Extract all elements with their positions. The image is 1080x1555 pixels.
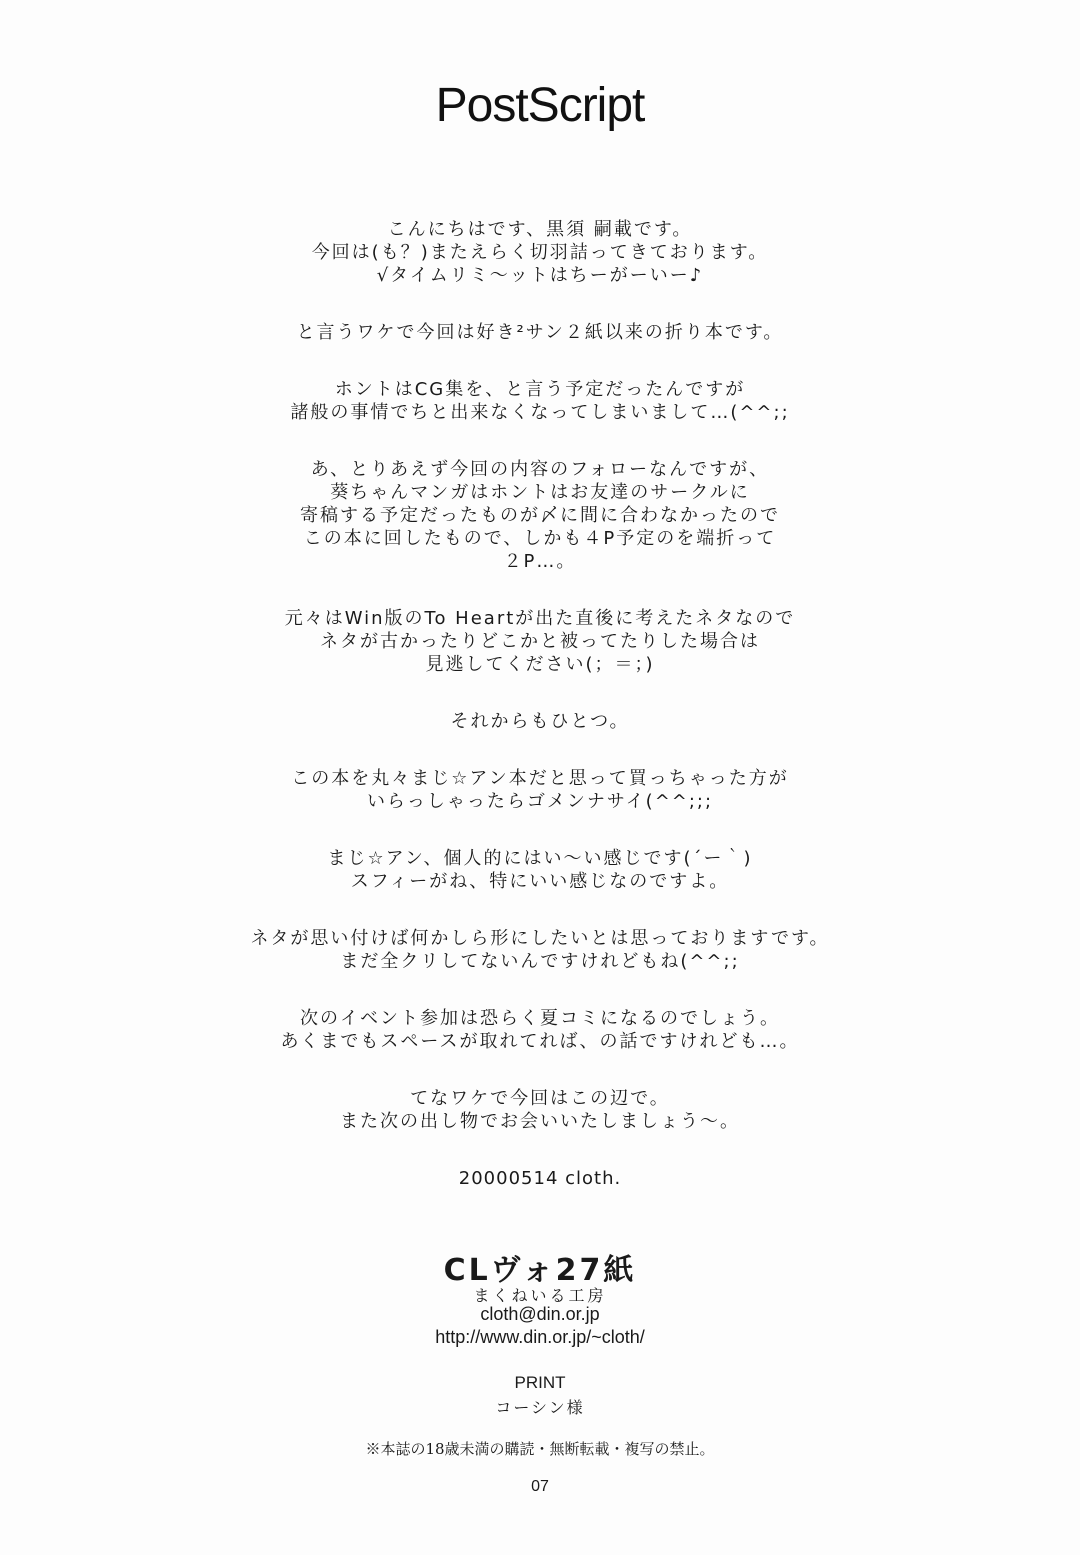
text-line: ホントはCG集を、と言う予定だったんですが — [334, 379, 746, 400]
text-line: いらっしゃったらゴメンナサイ(^^;;; — [366, 791, 714, 812]
text-line: まじ☆アン、個人的にはい～い感じです(´ー｀) — [327, 848, 753, 869]
paragraph — [0, 458, 1080, 573]
paragraph — [0, 607, 1080, 676]
paragraph — [0, 218, 1080, 287]
text-line: また次の出し物でお会いいたしましょう～。 — [340, 1111, 740, 1132]
text-line: と言うワケで今回は好き²サン２紙以来の折り本です。 — [296, 322, 784, 343]
print-label: PRINT — [514, 1373, 566, 1392]
text-line: てなワケで今回はこの辺で。 — [410, 1088, 670, 1109]
text-line: スフィーがね、特にいい感じなのですよ。 — [350, 871, 730, 892]
text-line: 今回は(も？)またえらく切羽詰ってきております。 — [311, 242, 769, 263]
text-line: 葵ちゃんマンガはホントはお友達のサークルに — [330, 482, 750, 503]
text-line: まだ全クリしてないんですけれどもね(^^;; — [340, 951, 740, 972]
postscript-body — [0, 218, 1080, 1190]
printer-name: コーシン様 — [495, 1398, 585, 1417]
age-restriction-notice: ※本誌の18歳未満の購読・無断転載・複写の禁止。 — [365, 1440, 715, 1458]
text-line: こんにちはです、黒須 嗣載です。 — [387, 219, 693, 240]
text-line: 見逃してください(；＝；) — [425, 654, 655, 675]
studio-name: まくねいる工房 — [473, 1286, 607, 1305]
text-line: この本を丸々まじ☆アン本だと思って買っちゃった方が — [291, 768, 789, 789]
text-line: 諸般の事情でちと出来なくなってしまいまして…(^^;; — [290, 402, 790, 423]
paragraph — [0, 847, 1080, 893]
text-line: 次のイベント参加は恐らく夏コミになるのでしょう。 — [300, 1008, 780, 1029]
text-line: 寄稿する予定だったものが〆に間に合わなかったので — [300, 505, 780, 526]
contact-email: cloth@din.or.jp — [480, 1304, 600, 1324]
paragraph — [0, 927, 1080, 973]
website-url: http://www.din.or.jp/~cloth/ — [435, 1327, 645, 1347]
text-line: あ、とりあえず今回の内容のフォローなんですが、 — [310, 459, 770, 480]
text-line: この本に回したもので、しかも４P予定のを端折って — [303, 528, 777, 549]
page-title: PostScript — [435, 79, 645, 132]
text-line: √タイムリミ～ットはちーがーいー♪ — [376, 265, 704, 286]
paragraph — [0, 1087, 1080, 1133]
paragraph — [0, 378, 1080, 424]
text-line: ネタが古かったりどこかと被ってたりした場合は — [320, 631, 760, 652]
text-line: それからもひとつ。 — [450, 711, 630, 732]
page-number: 07 — [531, 1478, 549, 1495]
text-line: ２P…。 — [503, 551, 577, 572]
text-line: あくまでもスペースが取れてれば、の話ですけれども…。 — [280, 1031, 800, 1052]
paragraph — [0, 321, 1080, 344]
signature: 20000514 cloth. — [458, 1168, 622, 1189]
text-line: 元々はWin版のTo Heartが出た直後に考えたネタなので — [284, 608, 796, 629]
paragraph — [0, 767, 1080, 813]
text-line: ネタが思い付けば何かしら形にしたいとは思っておりますです。 — [250, 928, 830, 949]
paragraph — [0, 710, 1080, 733]
paragraph — [0, 1007, 1080, 1053]
circle-name: CLヴォ27紙 — [443, 1253, 637, 1288]
